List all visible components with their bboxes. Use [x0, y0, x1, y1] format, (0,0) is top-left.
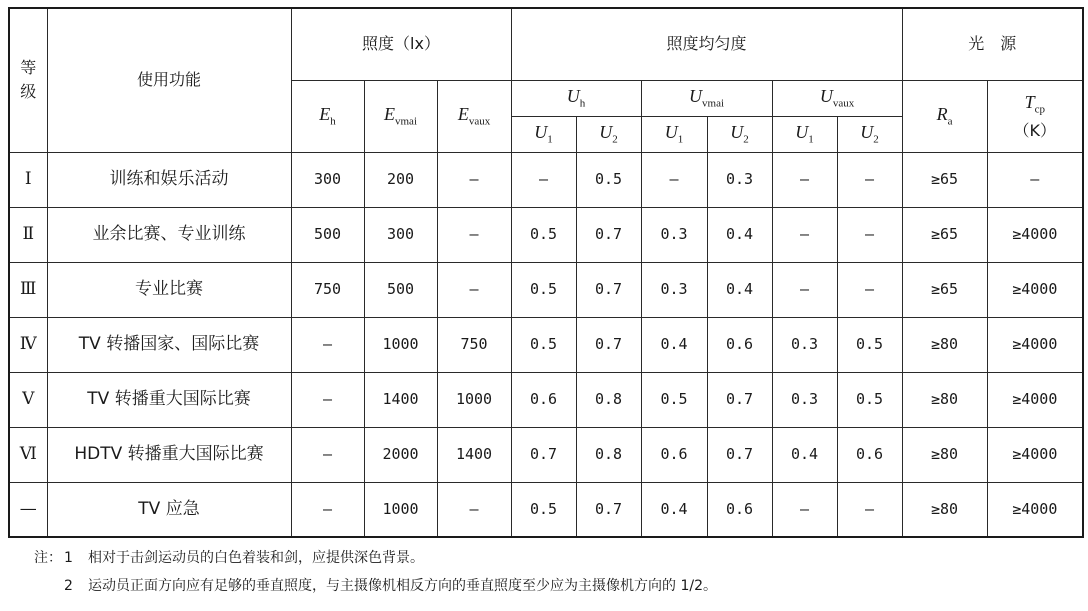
- ra-header: $R_a$: [902, 80, 987, 152]
- tcp-header: [987, 80, 1083, 152]
- evaux-cell: —: [437, 482, 511, 537]
- ra-cell: ≥80: [902, 427, 987, 482]
- eh-cell: 500: [291, 207, 364, 262]
- table-row: [9, 152, 1083, 207]
- uvmai-u1-cell: 0.4: [641, 317, 707, 372]
- uvaux-u2-cell: 0.5: [837, 372, 902, 427]
- table-row: [9, 482, 1083, 537]
- evmai-cell: 1000: [364, 317, 437, 372]
- function-cell: TV 转播国家、国际比赛: [47, 317, 291, 372]
- uh-u2-cell: 0.8: [576, 372, 641, 427]
- table-row: [9, 427, 1083, 482]
- uvaux-u2-cell: —: [837, 482, 902, 537]
- grade-cell: Ⅲ: [9, 262, 47, 317]
- uvaux-u1-cell: 0.3: [772, 317, 837, 372]
- grade-cell: Ⅱ: [9, 207, 47, 262]
- evaux-cell: —: [437, 207, 511, 262]
- tcp-unit: （K）: [1013, 120, 1057, 140]
- uh-u1-cell: 0.5: [511, 482, 576, 537]
- evaux-cell: 750: [437, 317, 511, 372]
- uvaux-u1-cell: —: [772, 207, 837, 262]
- uh-u1-cell: —: [511, 152, 576, 207]
- table-row: [9, 207, 1083, 262]
- tcp-cell: ≥4000: [987, 317, 1083, 372]
- ra-cell: ≥65: [902, 262, 987, 317]
- tcp-cell: ≥4000: [987, 207, 1083, 262]
- uvaux-u2-cell: —: [837, 207, 902, 262]
- evmai-cell: 1400: [364, 372, 437, 427]
- uh-u2-header: $U_2$: [576, 116, 641, 152]
- uvaux-u1-cell: 0.3: [772, 372, 837, 427]
- tcp-cell: ≥4000: [987, 262, 1083, 317]
- notes-prefix: 注：: [34, 550, 62, 566]
- evaux-header: $E_{vaux}$: [437, 80, 511, 152]
- grade-cell: Ⅵ: [9, 427, 47, 482]
- evmai-cell: 300: [364, 207, 437, 262]
- note-text: 运动员正面方向应有足够的垂直照度，与主摄像机相反方向的垂直照度至少应为主摄像机方向的 1/2。: [88, 578, 717, 594]
- uvaux-u2-header: $U_2$: [837, 116, 902, 152]
- function-cell: 专业比赛: [47, 262, 291, 317]
- uvmai-u1-header: $U_1$: [641, 116, 707, 152]
- uh-header: $U_h$: [511, 80, 641, 116]
- eh-cell: —: [291, 427, 364, 482]
- lighting-standard-table: [8, 7, 1084, 538]
- uh-u1-cell: 0.5: [511, 262, 576, 317]
- uh-u1-header: $U_1$: [511, 116, 576, 152]
- evmai-cell: 1000: [364, 482, 437, 537]
- uvmai-u1-cell: 0.4: [641, 482, 707, 537]
- evmai-cell: 200: [364, 152, 437, 207]
- uh-u2-cell: 0.7: [576, 482, 641, 537]
- eh-cell: —: [291, 482, 364, 537]
- table-row: [9, 317, 1083, 372]
- grade-cell: Ⅰ: [9, 152, 47, 207]
- eh-cell: —: [291, 317, 364, 372]
- tcp-cell: ≥4000: [987, 482, 1083, 537]
- ra-cell: ≥65: [902, 152, 987, 207]
- grade-cell: Ⅳ: [9, 317, 47, 372]
- uvaux-u1-cell: —: [772, 152, 837, 207]
- light-source-group-header: 光 源: [902, 8, 1083, 80]
- uvmai-u1-cell: 0.5: [641, 372, 707, 427]
- uh-u1-cell: 0.7: [511, 427, 576, 482]
- note-item: [34, 572, 1074, 600]
- uvmai-u1-cell: 0.3: [641, 262, 707, 317]
- table-row: [9, 372, 1083, 427]
- uvmai-u1-cell: 0.6: [641, 427, 707, 482]
- uvaux-u2-cell: —: [837, 262, 902, 317]
- uvaux-u2-cell: 0.6: [837, 427, 902, 482]
- tcp-cell: ≥4000: [987, 372, 1083, 427]
- uvmai-u2-cell: 0.6: [707, 482, 772, 537]
- function-cell: 业余比赛、专业训练: [47, 207, 291, 262]
- ra-cell: ≥80: [902, 482, 987, 537]
- evaux-cell: —: [437, 152, 511, 207]
- eh-cell: 300: [291, 152, 364, 207]
- uvmai-u2-cell: 0.3: [707, 152, 772, 207]
- uh-u1-cell: 0.5: [511, 317, 576, 372]
- ra-cell: ≥80: [902, 317, 987, 372]
- tcp-cell: —: [987, 152, 1083, 207]
- note-number: 1: [64, 550, 73, 566]
- evaux-cell: —: [437, 262, 511, 317]
- ra-cell: ≥65: [902, 207, 987, 262]
- note-number: 2: [64, 578, 73, 594]
- function-cell: TV 转播重大国际比赛: [47, 372, 291, 427]
- table-notes: [34, 544, 1074, 600]
- uvaux-u2-cell: 0.5: [837, 317, 902, 372]
- uvaux-u1-header: $U_1$: [772, 116, 837, 152]
- function-header: 使用功能: [47, 8, 291, 152]
- table-row: [9, 262, 1083, 317]
- evaux-cell: 1400: [437, 427, 511, 482]
- uvmai-u2-cell: 0.7: [707, 427, 772, 482]
- lighting-standard-table-container: [8, 7, 1082, 538]
- uh-u1-cell: 0.5: [511, 207, 576, 262]
- function-cell: HDTV 转播重大国际比赛: [47, 427, 291, 482]
- uvaux-u1-cell: —: [772, 262, 837, 317]
- uh-u2-cell: 0.7: [576, 207, 641, 262]
- tcp-symbol: $T_{cp}$: [1024, 91, 1045, 116]
- uh-u2-cell: 0.7: [576, 262, 641, 317]
- evmai-header: $E_{vmai}$: [364, 80, 437, 152]
- uvmai-u2-cell: 0.4: [707, 207, 772, 262]
- uvaux-header: $U_{vaux}$: [772, 80, 902, 116]
- evaux-cell: 1000: [437, 372, 511, 427]
- illuminance-group-header: 照度（lx）: [291, 8, 511, 80]
- eh-cell: 750: [291, 262, 364, 317]
- grade-header-label: 等级: [20, 58, 37, 102]
- uvmai-u2-cell: 0.7: [707, 372, 772, 427]
- uniformity-group-header: 照度均匀度: [511, 8, 902, 80]
- header-row-1: [9, 8, 1083, 80]
- note-item: [34, 544, 1074, 572]
- uvaux-u1-cell: 0.4: [772, 427, 837, 482]
- function-cell: 训练和娱乐活动: [47, 152, 291, 207]
- uvaux-u2-cell: —: [837, 152, 902, 207]
- eh-header: $E_h$: [291, 80, 364, 152]
- uvmai-u2-cell: 0.6: [707, 317, 772, 372]
- uvmai-header: $U_{vmai}$: [641, 80, 772, 116]
- uvmai-u2-header: $U_2$: [707, 116, 772, 152]
- uh-u2-cell: 0.7: [576, 317, 641, 372]
- evmai-cell: 2000: [364, 427, 437, 482]
- uvaux-u1-cell: —: [772, 482, 837, 537]
- uvmai-u1-cell: 0.3: [641, 207, 707, 262]
- uh-u2-cell: 0.5: [576, 152, 641, 207]
- evmai-cell: 500: [364, 262, 437, 317]
- note-text: 相对于击剑运动员的白色着装和剑，应提供深色背景。: [88, 550, 424, 566]
- ra-cell: ≥80: [902, 372, 987, 427]
- uh-u2-cell: 0.8: [576, 427, 641, 482]
- uvmai-u2-cell: 0.4: [707, 262, 772, 317]
- function-cell: TV 应急: [47, 482, 291, 537]
- grade-header: [9, 8, 47, 152]
- uvmai-u1-cell: —: [641, 152, 707, 207]
- uh-u1-cell: 0.6: [511, 372, 576, 427]
- grade-cell: Ⅴ: [9, 372, 47, 427]
- eh-cell: —: [291, 372, 364, 427]
- grade-cell: —: [9, 482, 47, 537]
- tcp-cell: ≥4000: [987, 427, 1083, 482]
